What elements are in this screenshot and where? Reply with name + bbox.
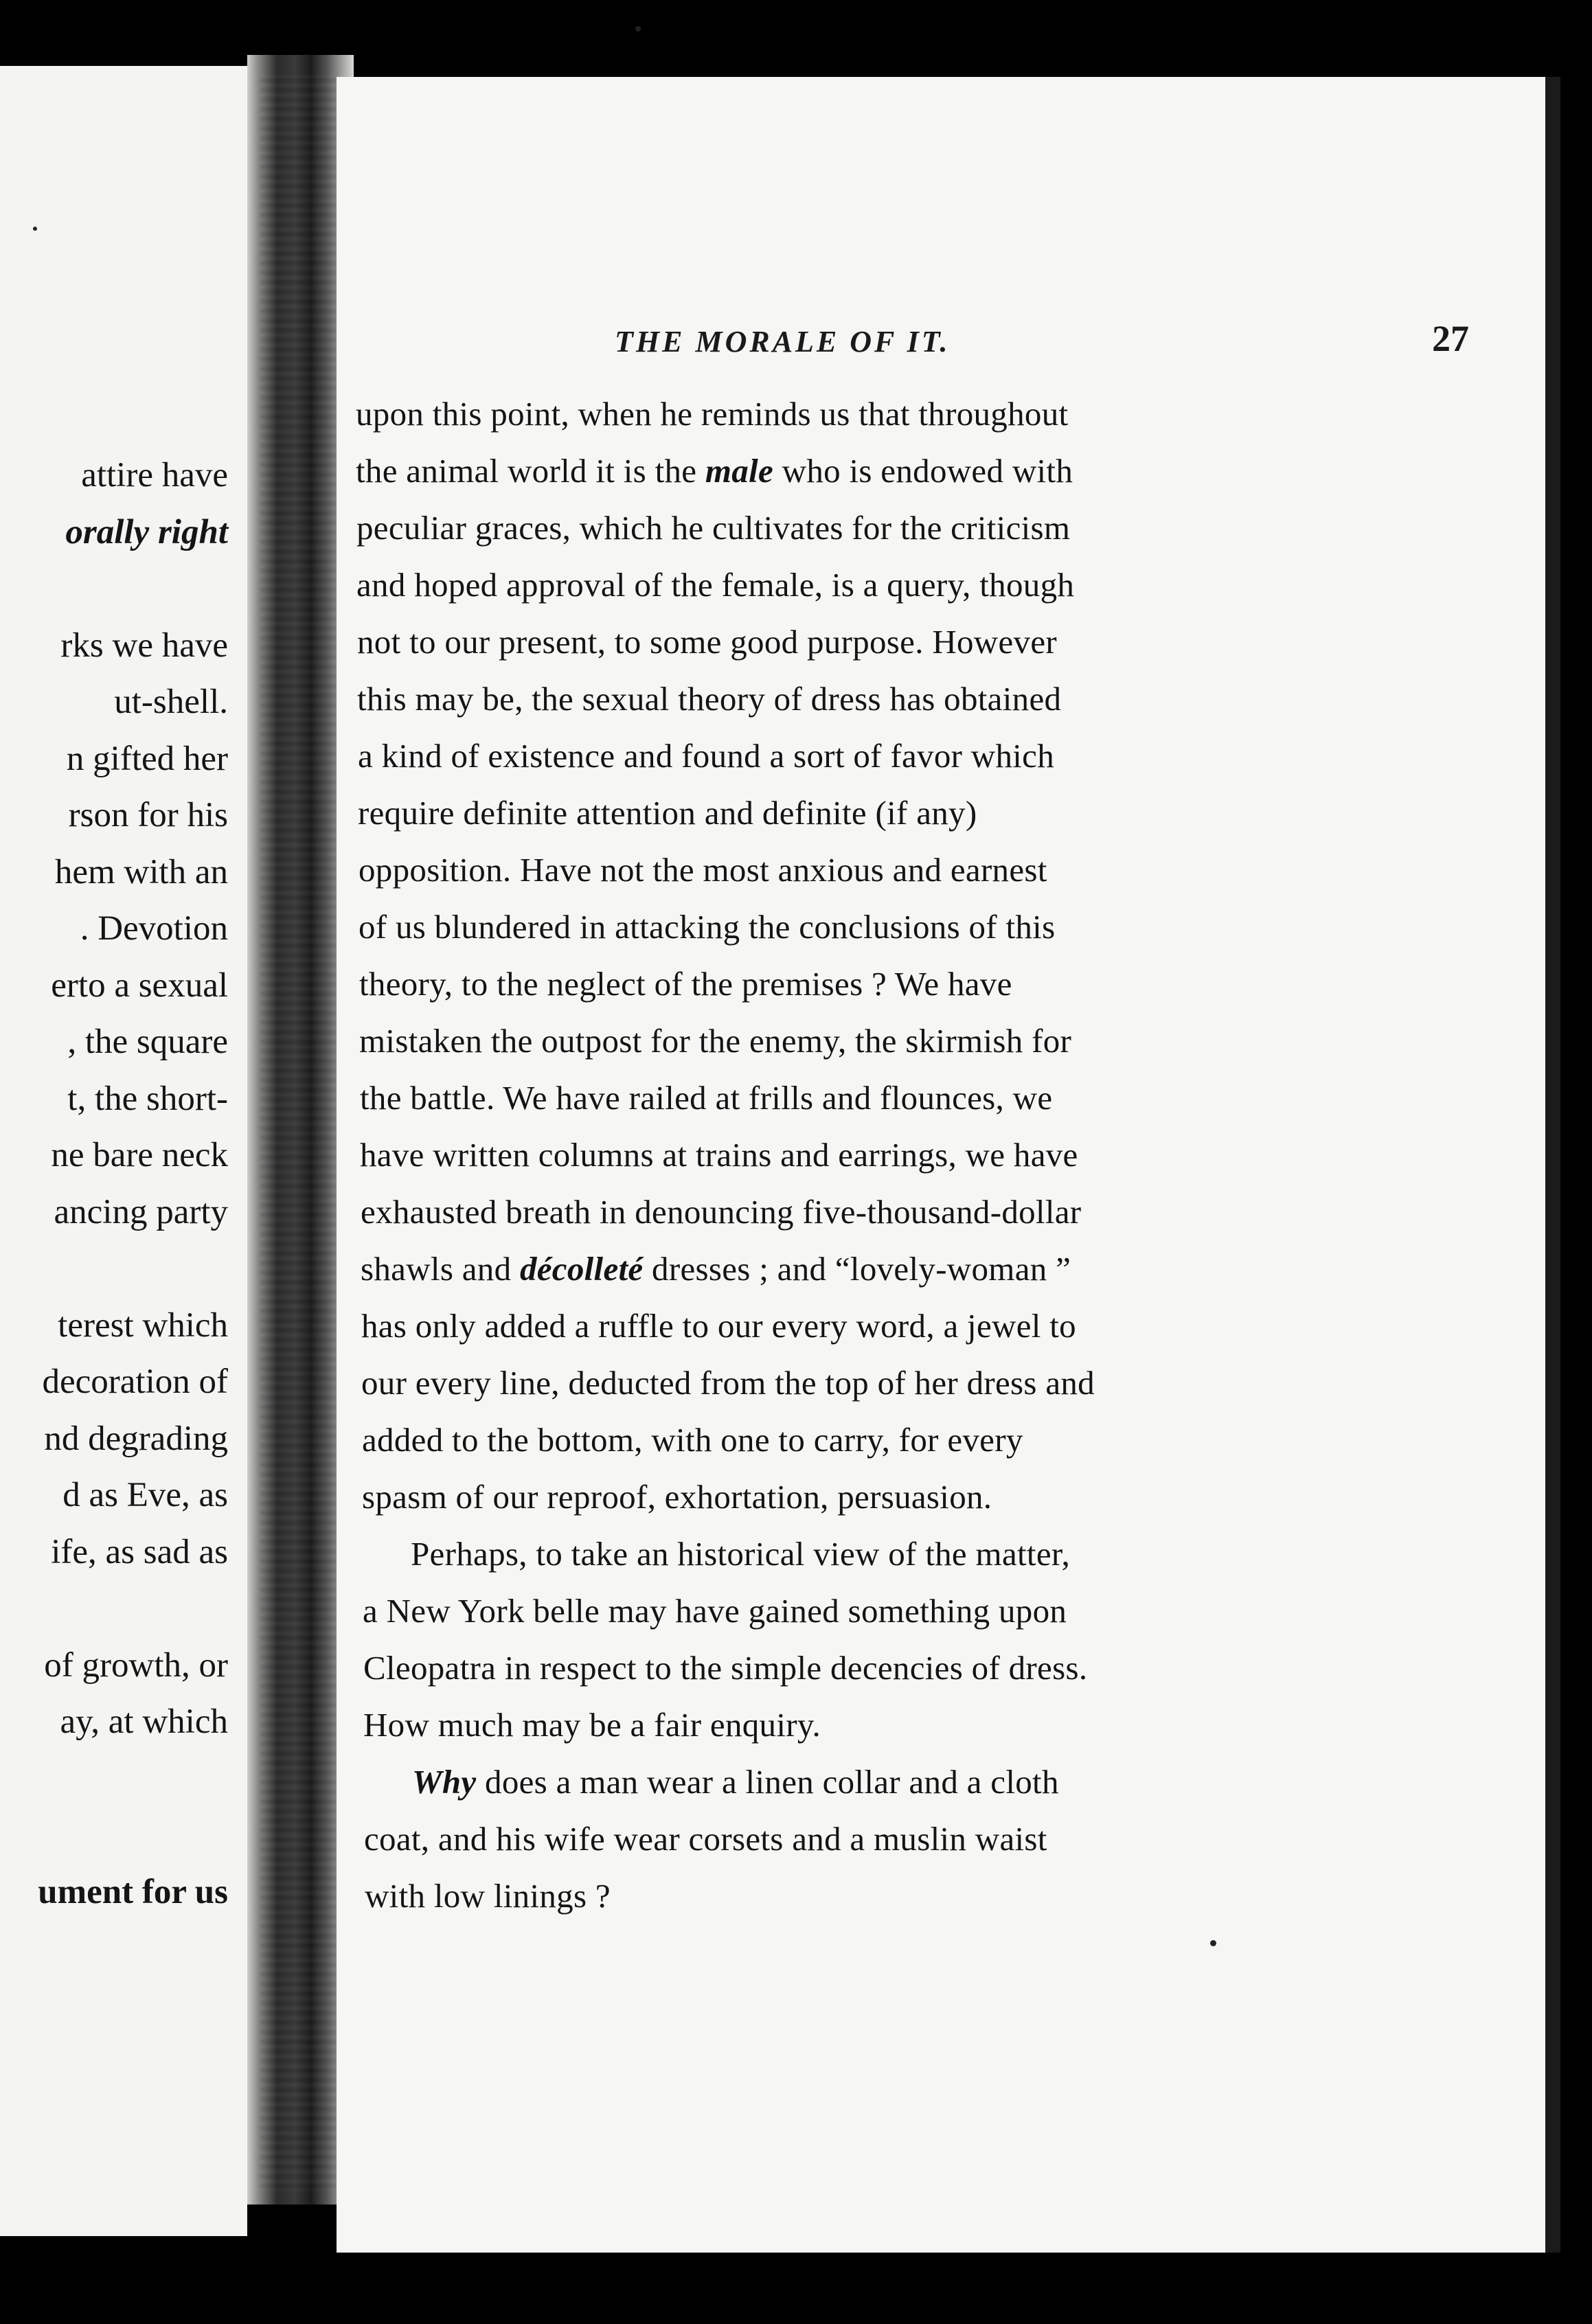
body-text-line: [357, 679, 1061, 718]
body-text-line: [365, 1876, 611, 1915]
body-text-line: [361, 1192, 1081, 1231]
left-page-gap: [0, 1240, 228, 1297]
line-text: opposition. Have not the most anxious and earnest: [359, 851, 1047, 889]
emphasized-word: Why: [412, 1763, 477, 1801]
line-text: Cleopatra in respect to the simple decencies of dress.: [363, 1649, 1088, 1687]
body-text-line: [357, 622, 1057, 661]
dust-speck: [635, 26, 641, 32]
body-text-line: [356, 508, 1070, 547]
line-text: mistaken the outpost for the enemy, the skirmish for: [359, 1022, 1072, 1060]
line-text: added to the bottom, with one to carry, for every: [362, 1421, 1023, 1459]
line-text: shawls and: [361, 1250, 520, 1288]
left-page-line: t, the short-: [67, 1079, 228, 1118]
line-text: and hoped approval of the female, is a query, though: [356, 566, 1075, 604]
line-text: exhausted breath in denouncing five-thousand-dollar: [361, 1193, 1082, 1231]
left-page-line: n gifted her: [66, 739, 228, 778]
line-text: dresses ; and “lovely-woman ”: [643, 1250, 1071, 1288]
running-head-title: THE MORALE OF IT.: [615, 325, 951, 358]
emphasized-word: male: [705, 452, 774, 490]
left-page-line: ut-shell.: [114, 683, 228, 721]
body-text-line: [362, 1477, 992, 1516]
line-text: Perhaps, to take an historical view of the matter,: [411, 1535, 1071, 1573]
dust-speck: [1210, 1940, 1216, 1946]
body-text-line: [361, 1363, 1095, 1402]
body-text-line: [359, 1021, 1071, 1060]
line-text: have written columns at trains and earrings, we have: [360, 1136, 1078, 1174]
left-page-line: hem with an: [54, 852, 228, 891]
right-page: [337, 77, 1560, 2253]
left-page-gap: [0, 1751, 228, 1808]
body-text-line: [363, 1648, 1087, 1687]
line-text: spasm of our reproof, exhortation, persuasion.: [362, 1478, 992, 1516]
line-text: with low linings ?: [365, 1877, 611, 1915]
body-text-line: [360, 1078, 1052, 1117]
body-text-line: [363, 1591, 1067, 1630]
left-page: [0, 66, 247, 2236]
line-text: not to our present, to some good purpose. However: [357, 623, 1058, 661]
line-text: theory, to the neglect of the premises ? We have: [359, 965, 1012, 1003]
left-page-gap: [0, 1807, 228, 1864]
line-text: upon this point, when he reminds us that throughout: [356, 395, 1069, 433]
body-text-line: [361, 1249, 1071, 1288]
line-text: this may be, the sexual theory of dress has obtained: [357, 680, 1062, 718]
body-text-line: [362, 1420, 1023, 1459]
left-page-line: attire have: [81, 456, 228, 494]
left-page-line: ne bare neck: [51, 1136, 228, 1174]
left-page-line: rson for his: [68, 796, 228, 834]
line-text: of us blundered in attacking the conclusions of this: [359, 908, 1056, 946]
line-text: coat, and his wife wear corsets and a muslin waist: [364, 1820, 1047, 1858]
left-page-line: nd degrading: [44, 1419, 228, 1458]
body-text-line: [359, 907, 1055, 946]
body-text-line: [412, 1762, 1059, 1801]
body-text-line: [356, 451, 1073, 490]
left-page-text: [0, 447, 228, 1920]
left-page-line: decoration of: [42, 1363, 228, 1401]
line-text: require definite attention and definite (if any): [358, 794, 977, 832]
body-text-line: [358, 793, 977, 832]
left-page-line: orally right: [65, 512, 228, 551]
left-page-line: rks we have: [60, 626, 228, 665]
line-text: peculiar graces, which he cultivates for the criticism: [356, 509, 1071, 547]
left-page-line: terest which: [58, 1306, 228, 1345]
body-text-line: [411, 1534, 1070, 1573]
left-page-line: of growth, or: [44, 1645, 228, 1685]
running-head: [615, 310, 1556, 372]
left-page-line: d as Eve, as: [62, 1476, 228, 1514]
left-page-line: . Devotion: [80, 909, 228, 948]
body-text-line: [359, 964, 1012, 1003]
body-text-line: [358, 736, 1054, 775]
body-text-line: [361, 1306, 1076, 1345]
body-text-line: [364, 1819, 1047, 1858]
line-text: the battle. We have railed at frills and flounces, we: [360, 1079, 1053, 1117]
page-edges: [260, 76, 349, 2191]
body-text-line: [363, 1705, 821, 1744]
page-number: 27: [1432, 318, 1469, 359]
line-text: our every line, deducted from the top of her dress and: [361, 1364, 1095, 1402]
left-page-line: ife, as sad as: [51, 1532, 228, 1571]
left-page-line: ument for us: [38, 1872, 228, 1911]
line-text: the animal world it is the: [356, 452, 705, 490]
body-text-line: [356, 565, 1074, 604]
left-page-gap: [0, 1580, 228, 1637]
line-text: a New York belle may have gained something upon: [363, 1592, 1067, 1630]
left-page-line: erto a sexual: [51, 966, 228, 1005]
body-text-line: [356, 394, 1068, 433]
left-page-line: ancing party: [54, 1192, 228, 1231]
line-text: a kind of existence and found a sort of favor which: [358, 737, 1055, 775]
body-text-line: [359, 850, 1047, 889]
left-page-line: ay, at which: [60, 1702, 228, 1741]
left-page-line: , the square: [67, 1023, 228, 1061]
line-text: does a man wear a linen collar and a cloth: [476, 1763, 1059, 1801]
body-text-line: [360, 1135, 1078, 1174]
line-text: How much may be a fair enquiry.: [363, 1706, 821, 1744]
line-text: has only added a ruffle to our every word, a jewel to: [361, 1307, 1076, 1345]
dust-speck: [33, 227, 37, 231]
left-page-gap: [0, 560, 228, 617]
line-text: who is endowed with: [773, 452, 1073, 490]
emphasized-word: décolleté: [519, 1250, 644, 1288]
